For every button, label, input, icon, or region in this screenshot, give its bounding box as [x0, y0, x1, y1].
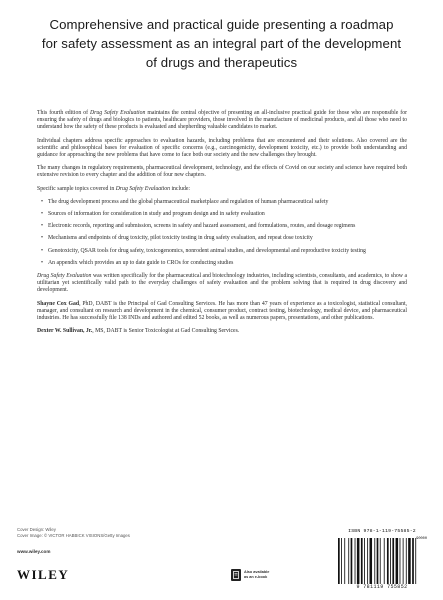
barcode-bars — [338, 538, 426, 584]
barcode-bar — [406, 538, 407, 584]
barcode-bar — [344, 538, 345, 584]
list-item — [37, 260, 407, 267]
barcode-bar — [415, 538, 416, 584]
barcode-bar — [348, 538, 349, 584]
topics-lead-in — [37, 186, 407, 193]
list-item — [37, 248, 407, 255]
barcode-bar — [355, 538, 356, 584]
price-code: 90000 — [416, 537, 427, 541]
book-title-italic: Drug Safety Evaluation — [37, 273, 92, 280]
publisher-logo: WILEY — [17, 567, 70, 582]
text-span: was written specifically for the pharmaceutical and biotechnology industries, including scientists, consultants, and academics, to show a utilitarian yet scientifically valid path to the everyday challenges of safety evaluation and the problem solving that is required in drug discovery and development. — [37, 273, 407, 294]
author-bio-text: is the Principal of Gad Consulting Services. He has more than 47 years of experience as a toxicologist, statistical consultant, manager, and consultant on research and development in the chemical, consumer product, contract testing, biotechnology, medical device, and pharmaceutical industries. He has successfully file 138 INDs and authored and edited 52 books, as well as numerous papers, presentations, and other publications. — [37, 300, 407, 322]
barcode-bar — [396, 538, 399, 584]
barcode-bar — [341, 538, 342, 584]
list-item — [37, 235, 407, 242]
list-item — [37, 211, 407, 218]
barcode-bar — [367, 538, 368, 584]
barcode-bar — [361, 538, 363, 584]
ebook-badge — [231, 569, 269, 581]
isbn-label: ISBN 978-1-119-75585-2 — [348, 529, 416, 534]
bullet-icon: • — [41, 198, 44, 205]
publisher-website: www.wiley.com — [17, 549, 51, 554]
text-span: include: — [170, 185, 190, 192]
barcode-bar — [387, 538, 389, 584]
topic-text: Genotoxicity, QSAR tools for drug safety, toxicogenomics, nonrodent animal studies, and developmental and reproductive toxicity testing — [48, 247, 366, 254]
intro-paragraph-2: Individual chapters address specific approaches to evaluation hazards, including problems that are encountered and their solutions. Also covered are the scientific and philosophical bases for evaluation of specific concerns (e.g., carcinogenicity, development toxicity, etc.) to provide both understanding and guidance for approaching the new problems that have come to face both our society and the new challenges they brought. — [37, 137, 407, 159]
text-span: Specific sample topics covered in — [37, 185, 116, 192]
cover-credits — [17, 527, 130, 539]
barcode-bar — [390, 538, 391, 584]
bullet-icon: • — [41, 247, 44, 254]
ebook-device-icon — [231, 569, 241, 581]
topics-list — [37, 199, 407, 267]
author-bio-sullivan — [37, 328, 407, 335]
bullet-icon: • — [41, 235, 44, 242]
description-body — [37, 110, 407, 341]
author-name: Dexter W. Sullivan, Jr. — [37, 328, 93, 335]
isbn-barcode-block — [333, 529, 431, 593]
barcode-bar — [380, 538, 381, 584]
barcode-bar — [384, 538, 385, 584]
barcode-bar — [364, 538, 365, 584]
topic-text: Mechanisms and endpoints of drug toxicity, pilot toxicity testing in drug safety evaluation, and repeat dose toxicity — [48, 235, 313, 242]
topic-text: The drug development process and the global pharmaceutical marketplace and regulation of human pharmaceutical safety — [48, 198, 329, 205]
author-credentials: , MS, DABT — [92, 328, 122, 335]
closing-paragraph — [37, 273, 407, 295]
author-credentials: , PhD, DABT — [79, 300, 112, 307]
topic-text: Sources of information for consideration in study and program design and in safety evaluation — [48, 211, 265, 218]
barcode-bar — [392, 538, 394, 584]
barcode-bar — [351, 538, 353, 584]
barcode-bar — [412, 538, 414, 584]
barcode-bar — [374, 538, 375, 584]
barcode-bar — [400, 538, 401, 584]
cover-image-credit: Cover Image: © VICTOR HABBICK VISIONS/Getty Images — [17, 533, 130, 538]
bullet-icon: • — [41, 211, 44, 218]
intro-paragraph-3: The many changes in regulatory requirements, pharmaceutical development, technology, and the effects of Covid on our society and science have required both extensive revision to every chapter and the addition of four new chapters. — [37, 165, 407, 179]
barcode-bar — [370, 538, 373, 584]
barcode-bar — [377, 538, 379, 584]
author-bio-text: is Senior Toxicologist at Gad Consulting Services. — [121, 328, 240, 335]
topic-text: Electronic records, reporting and submission, screens in safety and hazard assessment, and formulations, routes, and dosage regimens — [48, 223, 356, 230]
book-title-italic: Drug Safety Evaluation — [115, 185, 171, 192]
barcode-bar — [338, 538, 340, 584]
list-item — [37, 199, 407, 206]
back-cover-headline: Comprehensive and practical guide presenting a roadmap for safety assessment as an integral part of the development of drugs and therapeutics — [41, 17, 402, 70]
cover-design-credit: Cover Design: Wiley — [17, 527, 56, 532]
bullet-icon: • — [41, 259, 44, 266]
text-span: This fourth edition of — [37, 110, 90, 116]
bullet-icon: • — [41, 223, 44, 230]
barcode-bar — [403, 538, 404, 584]
list-item — [37, 223, 407, 230]
barcode-bar — [357, 538, 360, 584]
intro-paragraph-1 — [37, 110, 407, 132]
barcode-bar — [408, 538, 411, 584]
ebook-line-2: as an e-book — [244, 575, 268, 579]
barcode-digits: 9 781119 755852 — [356, 584, 408, 590]
ebook-line-1: Also available — [244, 570, 270, 575]
author-bio-gad — [37, 301, 407, 323]
book-title-italic: Drug Safety Evaluation — [89, 110, 146, 116]
author-name: Shayne Cox Gad — [37, 300, 80, 307]
text-span: maintains the central objective of presenting an all-inclusive practical guide for those who are responsible for ensuring the safety of drugs and biologics to patients, healthcare providers, those involved in the manufacture of medicinal products, and all those who need to understand how the safety of these products is evaluated and shepherding valuable candidates to market. — [37, 110, 407, 131]
topic-text: An appendix which provides an up to date guide to CROs for conducting studies — [48, 259, 234, 266]
ebook-text — [244, 570, 269, 579]
